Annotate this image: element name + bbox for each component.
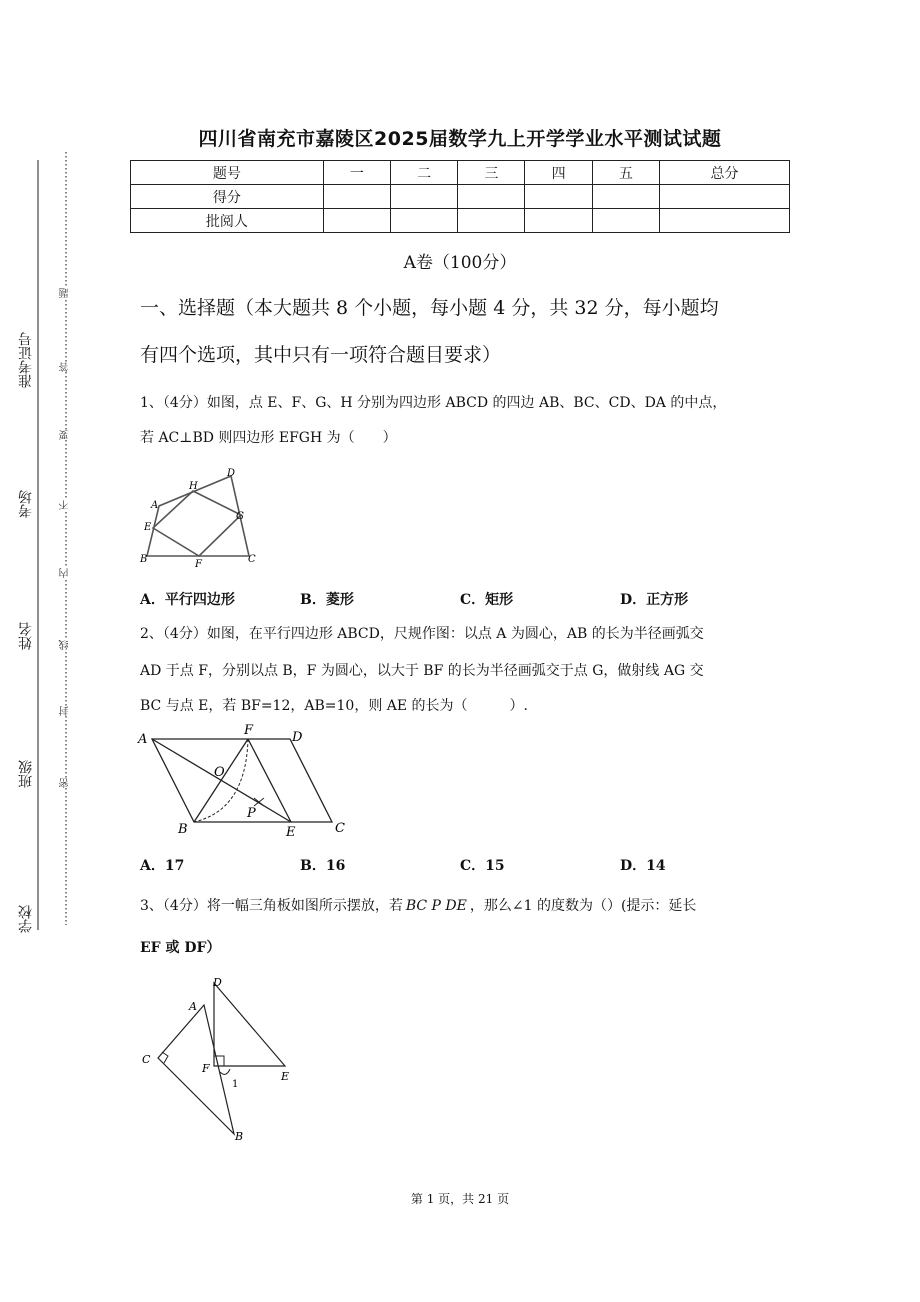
question-1-figure bbox=[138, 466, 268, 570]
question-2-figure bbox=[136, 722, 352, 838]
right-angle-mark-c bbox=[162, 1052, 168, 1063]
table-cell[interactable] bbox=[458, 185, 525, 209]
margin-label-name: 姓名 bbox=[18, 622, 34, 650]
question-2-line3: BC 与点 E，若 BF=12，AB=10，则 AE 的长为（ ）. bbox=[140, 698, 529, 714]
point-label: A bbox=[151, 500, 159, 511]
quad-efgh bbox=[153, 491, 241, 556]
point-label: G bbox=[236, 511, 244, 522]
table-cell: 二 bbox=[391, 161, 458, 185]
table-cell[interactable] bbox=[659, 185, 789, 209]
question-3-text-a: 3、（4分）将一幅三角板如图所示摆放，若 bbox=[140, 898, 403, 914]
table-cell[interactable] bbox=[391, 185, 458, 209]
seal-word: 答 bbox=[58, 362, 74, 372]
question-2-option-a: A．17 bbox=[140, 858, 185, 874]
point-label: C bbox=[248, 554, 256, 565]
question-3-line1 bbox=[140, 896, 790, 916]
point-label: F bbox=[202, 1062, 210, 1075]
part1-heading-line1: 一、选择题（本大题共 8 个小题，每小题 4 分，共 32 分，每小题均 bbox=[140, 297, 719, 319]
point-label: D bbox=[292, 730, 303, 745]
seal-word: 不 bbox=[58, 500, 74, 510]
point-label: O bbox=[214, 765, 225, 780]
point-label: H bbox=[189, 481, 198, 492]
table-row bbox=[131, 209, 790, 233]
question-2-line1: 2、（4分）如图，在平行四边形 ABCD，尺规作图：以点 A 为圆心，AB 的长为半径画弧交 bbox=[140, 626, 704, 642]
table-row bbox=[131, 161, 790, 185]
question-3-text-b: ，那么∠1 的度数为（）(提示：延长 bbox=[469, 898, 697, 914]
page-footer: 第 1 页，共 21 页 bbox=[410, 1192, 510, 1206]
question-1-option-c: C．矩形 bbox=[460, 592, 514, 608]
arc-intersection-mark bbox=[254, 798, 264, 806]
question-3-figure bbox=[136, 968, 306, 1146]
angle-label: 1 bbox=[232, 1079, 239, 1090]
point-label: E bbox=[286, 825, 296, 838]
table-cell[interactable] bbox=[458, 209, 525, 233]
angle-1-arc bbox=[220, 1069, 230, 1074]
table-cell: 一 bbox=[323, 161, 390, 185]
point-label: P bbox=[247, 806, 256, 821]
question-3-line2: EF 或 DF） bbox=[140, 940, 221, 956]
margin-label-class: 班级 bbox=[18, 760, 34, 788]
table-cell[interactable] bbox=[659, 209, 789, 233]
point-label: D bbox=[227, 468, 236, 479]
table-cell[interactable] bbox=[323, 209, 390, 233]
table-cell[interactable] bbox=[525, 209, 592, 233]
parallelogram-abcd bbox=[152, 739, 332, 822]
table-cell: 题号 bbox=[131, 161, 324, 185]
seal-word: 封 bbox=[58, 706, 74, 716]
seal-word: 密 bbox=[58, 778, 74, 788]
point-label: B bbox=[235, 1130, 244, 1143]
point-label: E bbox=[144, 522, 152, 533]
section-a-heading: A卷（100分） bbox=[403, 253, 517, 273]
seal-word: 题 bbox=[58, 288, 74, 298]
point-label: B bbox=[140, 554, 148, 565]
question-2-option-b: B．16 bbox=[300, 858, 346, 874]
table-cell: 总分 bbox=[659, 161, 789, 185]
seal-word: 线 bbox=[58, 640, 74, 650]
right-angle-mark-f bbox=[214, 1056, 224, 1066]
point-label: F bbox=[195, 559, 202, 570]
margin-label-school: 学校 bbox=[18, 905, 34, 933]
table-cell: 五 bbox=[592, 161, 659, 185]
point-label: C bbox=[335, 821, 345, 836]
question-1-line1: 1、（4分）如图，点 E、F、G、H 分别为四边形 ABCD 的四边 AB、BC、CD、DA 的中点， bbox=[140, 395, 727, 411]
score-table bbox=[130, 160, 790, 233]
question-2-line2: AD 于点 F，分别以点 B，F 为圆心，以大于 BF 的长为半径画弧交于点 G，做射线 AG 交 bbox=[140, 663, 704, 679]
point-label: F bbox=[244, 723, 254, 738]
point-label: B bbox=[178, 822, 188, 837]
table-cell: 三 bbox=[458, 161, 525, 185]
table-cell: 四 bbox=[525, 161, 592, 185]
point-label: E bbox=[281, 1070, 290, 1083]
point-label: C bbox=[142, 1053, 151, 1066]
table-row bbox=[131, 185, 790, 209]
seal-word: 要 bbox=[58, 430, 74, 440]
triangle-dfe bbox=[214, 983, 285, 1066]
point-label: A bbox=[138, 732, 148, 747]
table-cell[interactable] bbox=[592, 185, 659, 209]
question-1-line2: 若 AC⊥BD 则四边形 EFGH 为（ ） bbox=[140, 430, 397, 446]
binding-margin-lines bbox=[0, 0, 90, 1302]
margin-label-exam-number: 准考证号 bbox=[18, 332, 34, 388]
question-2-option-d: D．14 bbox=[620, 858, 666, 874]
page-title: 四川省南充市嘉陵区2025届数学九上开学学业水平测试试题 bbox=[198, 128, 722, 150]
table-cell[interactable] bbox=[391, 209, 458, 233]
point-label: D bbox=[213, 976, 222, 989]
point-label: A bbox=[189, 1000, 197, 1013]
question-1-option-d: D．正方形 bbox=[620, 592, 689, 608]
question-3-math: BC P DE bbox=[405, 898, 467, 914]
quad-abcd bbox=[147, 476, 249, 556]
table-cell: 得分 bbox=[131, 185, 324, 209]
table-cell: 批阅人 bbox=[131, 209, 324, 233]
seal-word: 内 bbox=[58, 568, 74, 578]
table-cell[interactable] bbox=[525, 185, 592, 209]
table-cell[interactable] bbox=[323, 185, 390, 209]
triangle-acb bbox=[158, 1005, 234, 1134]
table-cell[interactable] bbox=[592, 209, 659, 233]
question-1-option-b: B．菱形 bbox=[300, 592, 354, 608]
question-2-option-c: C．15 bbox=[460, 858, 505, 874]
question-1-option-a: A．平行四边形 bbox=[140, 592, 235, 608]
part1-heading-line2: 有四个选项，其中只有一项符合题目要求） bbox=[140, 344, 502, 366]
margin-label-exam-room: 考场 bbox=[18, 490, 34, 518]
